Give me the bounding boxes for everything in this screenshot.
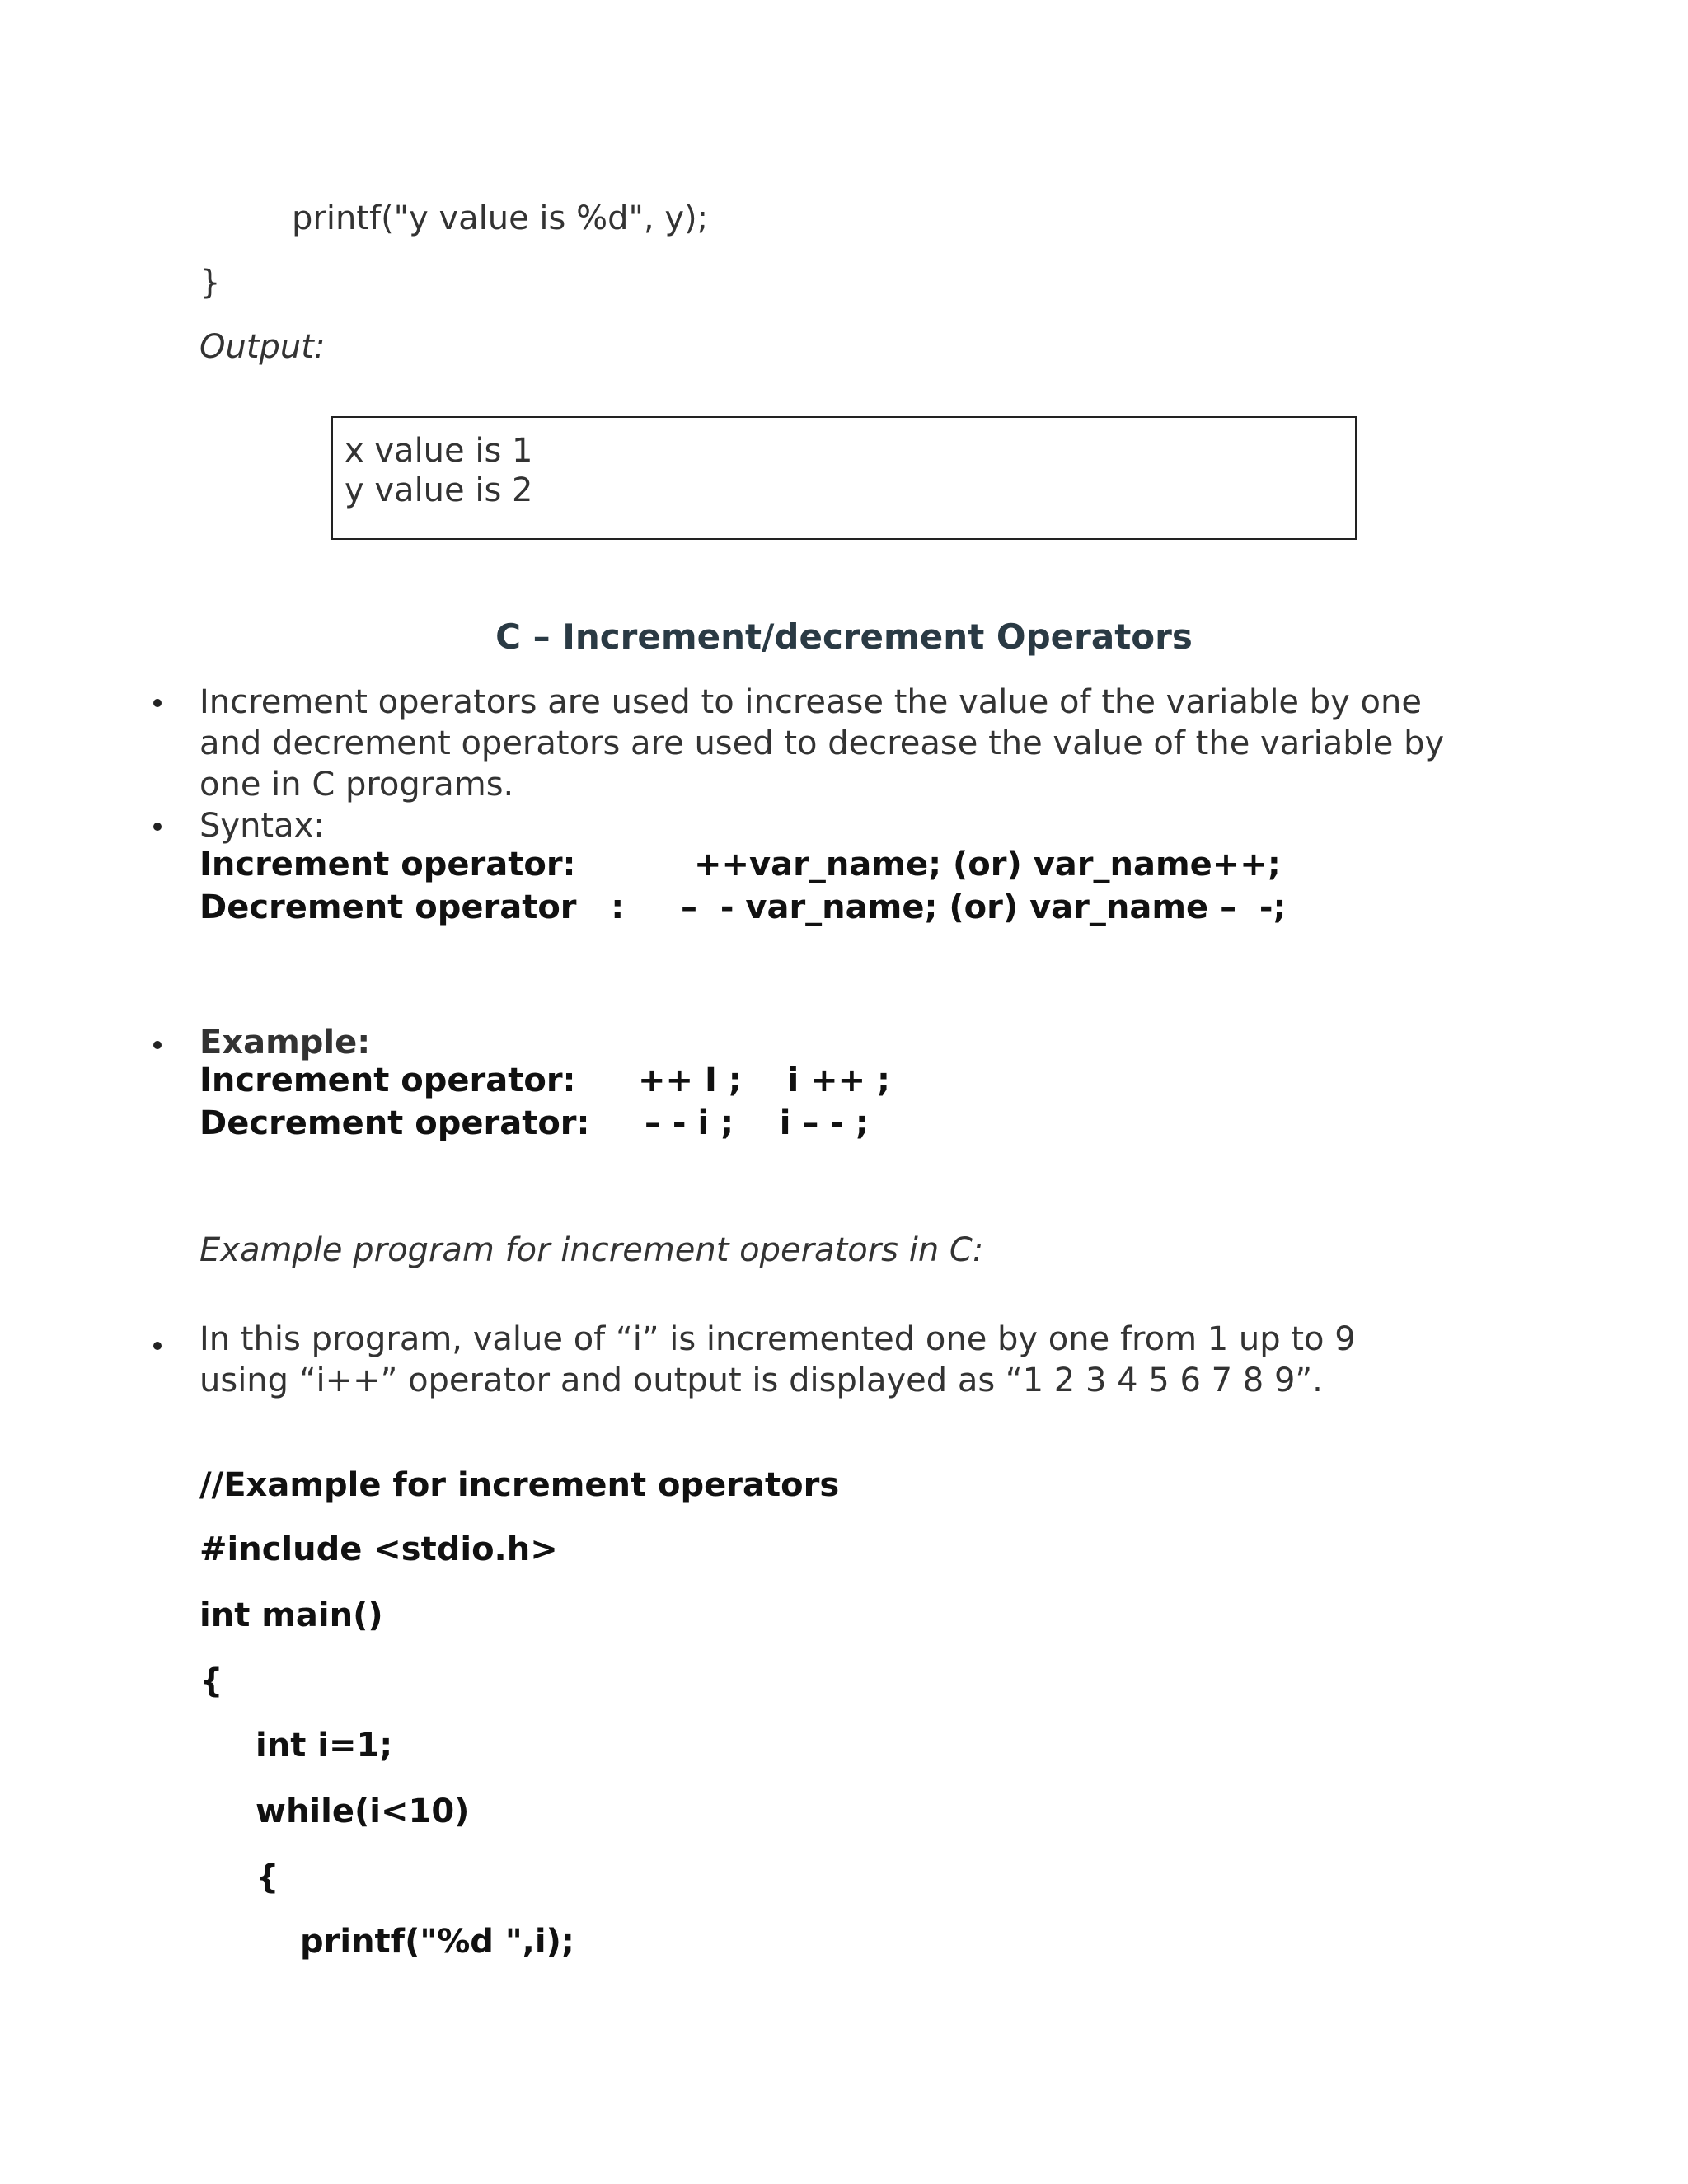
code-closing-brace: } [199, 264, 221, 302]
output-line-2: y value is 2 [345, 471, 533, 509]
code-main: int main() [199, 1596, 383, 1634]
bullet4-line2: using “i++” operator and output is displayed as “1 2 3 4 5 6 7 8 9”. [199, 1361, 1323, 1399]
output-box [331, 416, 1357, 540]
bullet-dot [153, 1041, 162, 1049]
code-printf: printf("%d ",i); [300, 1923, 574, 1961]
code-while: while(i<10) [256, 1793, 470, 1830]
syntax-increment-label: Increment operator: [199, 846, 576, 883]
bullet-dot [153, 699, 162, 707]
example-label: Example: [199, 1024, 371, 1062]
code-printf-line: printf("y value is %d", y); [292, 199, 709, 237]
bullet-dot [153, 823, 162, 831]
syntax-label: Syntax: [199, 807, 325, 845]
syntax-decrement-value: – - var_name; (or) var_name – -; [681, 888, 1287, 926]
example-increment-label: Increment operator: [199, 1062, 576, 1099]
bullet-dot [153, 1342, 162, 1350]
example-decrement-label: Decrement operator: [199, 1104, 590, 1142]
bullet4-line1: In this program, value of “i” is incremented one by one from 1 up to 9 [199, 1320, 1356, 1358]
code-include: #include <stdio.h> [199, 1530, 558, 1568]
bullet1-line3: one in C programs. [199, 766, 514, 804]
syntax-increment-value: ++var_name; (or) var_name++; [694, 846, 1281, 883]
section-title: C – Increment/decrement Operators [495, 616, 1193, 657]
code-declaration: int i=1; [256, 1727, 393, 1765]
code-comment: //Example for increment operators [199, 1466, 840, 1504]
bullet1-line2: and decrement operators are used to decrease the value of the variable by [199, 724, 1445, 762]
output-line-1: x value is 1 [345, 432, 533, 470]
code-open-brace: { [199, 1662, 223, 1700]
example-program-heading: Example program for increment operators in C: [199, 1231, 984, 1269]
syntax-decrement-label: Decrement operator : [199, 888, 625, 926]
code-inner-open-brace: { [256, 1858, 279, 1896]
example-increment-value: ++ I ; i ++ ; [638, 1062, 891, 1099]
example-decrement-value: – - i ; i – - ; [645, 1104, 869, 1142]
bullet1-line1: Increment operators are used to increase the value of the variable by one [199, 683, 1422, 721]
output-label: Output: [199, 328, 326, 366]
